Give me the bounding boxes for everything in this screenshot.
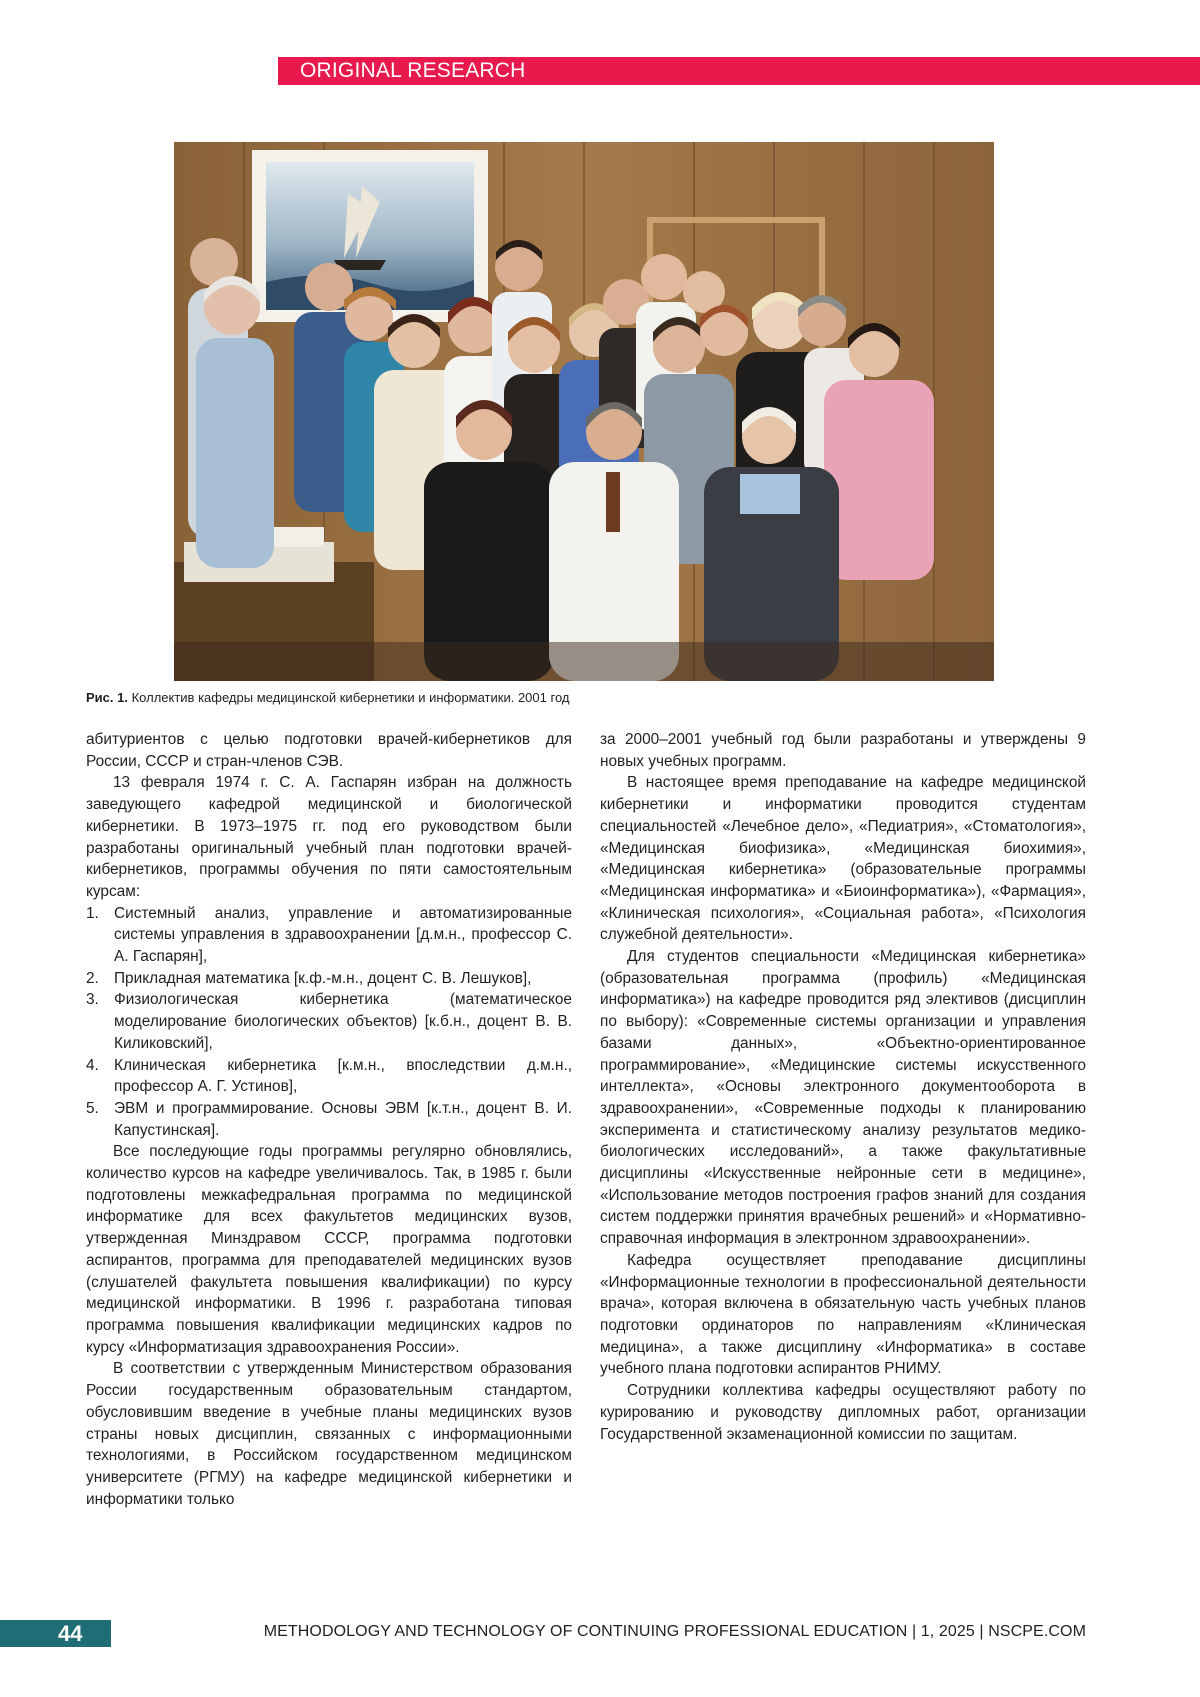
group-photo — [174, 142, 994, 681]
list-number: 4. — [86, 1056, 99, 1074]
list-text: Клиническая кибернетика [к.м.н., впоследствии д.м.н., профессор А. Г. Устинов], — [114, 1056, 572, 1096]
left-column — [86, 729, 572, 1510]
journal-footer: METHODOLOGY AND TECHNOLOGY OF CONTINUING PROFESSIONAL EDUCATION | 1, 2025 | NSCPE.COM — [263, 1623, 1086, 1640]
list-text: Прикладная математика [к.ф.-м.н., доцент С. В. Лешуков], — [114, 969, 532, 987]
figure-caption — [86, 690, 986, 706]
list-number: 5. — [86, 1099, 99, 1117]
list-item — [86, 903, 572, 968]
section-header-bar — [278, 57, 1200, 85]
paragraph: Для студентов специальности «Медицинская кибернетика» (образовательная программа (профиль) «Медицинская информатика») на кафедре проводится ряд элективов (дисциплин по выбору): «Современные системы организации и управления базами данных», «Объектно-ориентированное программирование», «Медицинские системы искусственного интеллекта», «Основы электронного документооборота в здравоохранении», «Современные подходы к планированию эксперимента и статистическому анализу результатов медико-биологических исследований», а также факультативные дисциплины «Искусственные нейронные сети в медицине», «Использование методов построения графов знаний для создания систем поддержки принятия врачебных решений» и «Нормативно-справочная информация в электронном здравоохранении». — [600, 948, 1086, 1248]
list-text: ЭВМ и программирование. Основы ЭВМ [к.т.н., доцент В. И. Капустинская]. — [114, 1099, 572, 1139]
list-number: 2. — [86, 969, 99, 987]
list-number: 3. — [86, 991, 99, 1009]
paragraph: Все последующие годы программы регулярно обновлялись, количество курсов на кафедре увеличивалось. Так, в 1985 г. были подготовлены межкафедральная программа по медицинской информатике для всех факультетов медицинских вузов, утвержденная Минздравом СССР, программа подготовки аспирантов, программа для преподавателей медицинских вузов (слушателей факультета повышения квалификации) по курсу медицинской информатики. В 1996 г. разработана типовая программа повышения квалификации медицинских кадров по курсу «Информатизация здравоохранения России». — [86, 1143, 572, 1356]
right-column — [600, 729, 1086, 1445]
section-label: ORIGINAL RESEARCH — [300, 59, 526, 82]
paragraph: абитуриентов с целью подготовки врачей-кибернетиков для России, СССР и стран-членов СЭВ. — [86, 731, 572, 770]
list-item — [86, 989, 572, 1054]
list-item — [86, 1055, 572, 1098]
list-item — [86, 1098, 572, 1141]
paragraph: В настоящее время преподавание на кафедре медицинской кибернетики и информатики проводится студентам специальностей «Лечебное дело», «Педиатрия», «Стоматология», «Медицинская биофизика», «Медицинская биохимия», «Медицинская кибернетика» (образовательные программы «Медицинская информатика» и «Биоинформатика»), «Фармация», «Клиническая психология», «Социальная работа», «Психология служебной деятельности». — [600, 774, 1086, 944]
page-number-tab — [0, 1620, 111, 1647]
paragraph: за 2000–2001 учебный год были разработаны и утверждены 9 новых учебных программ. — [600, 731, 1086, 770]
paragraph: Сотрудники коллектива кафедры осуществляют работу по курированию и руководству дипломных работ, организации Государственной экзаменационной комиссии по защитам. — [600, 1382, 1086, 1443]
group-photo-illustration — [174, 142, 994, 681]
list-number: 1. — [86, 904, 99, 922]
paragraph: Кафедра осуществляет преподавание дисциплины «Информационные технологии в профессиональной деятельности врача», которая включена в обязательную часть учебных планов подготовки ординаторов по направлениям «Клиническая медицина», а также дисциплину «Информатика» в составе учебного плана подготовки аспирантов РНИМУ. — [600, 1251, 1086, 1378]
figure-caption-text: Коллектив кафедры медицинской кибернетики и информатики. 2001 год — [131, 690, 570, 705]
list-item — [86, 968, 572, 990]
paragraph: 13 февраля 1974 г. С. А. Гаспарян избран на должность заведующего кафедрой медицинской и биологической кибернетики. В 1973–1975 гг. под его руководством были разработаны оригинальный учебный план подготовки врачей-кибернетиков, программы обучения по пяти самостоятельным курсам: — [86, 774, 572, 900]
figure-label: Рис. 1. — [86, 690, 128, 705]
paragraph: В соответствии с утвержденным Министерством образования России государственным образовательным стандартом, обусловившим введение в учебные планы медицинских вузов страны новых дисциплин, связанных с информационными технологиями, в Российском государственном медицинском университете (РГМУ) на кафедре медицинской кибернетики и информатики только — [86, 1360, 572, 1508]
course-list — [86, 903, 572, 1142]
page-number: 44 — [58, 1621, 83, 1646]
list-text: Системный анализ, управление и автоматизированные системы управления в здравоохранении [д.м.н., профессор С. А. Гаспарян], — [114, 904, 572, 966]
list-text: Физиологическая кибернетика (математическое моделирование биологических объектов) [к.б.н., доцент В. В. Киликовский], — [114, 991, 572, 1052]
